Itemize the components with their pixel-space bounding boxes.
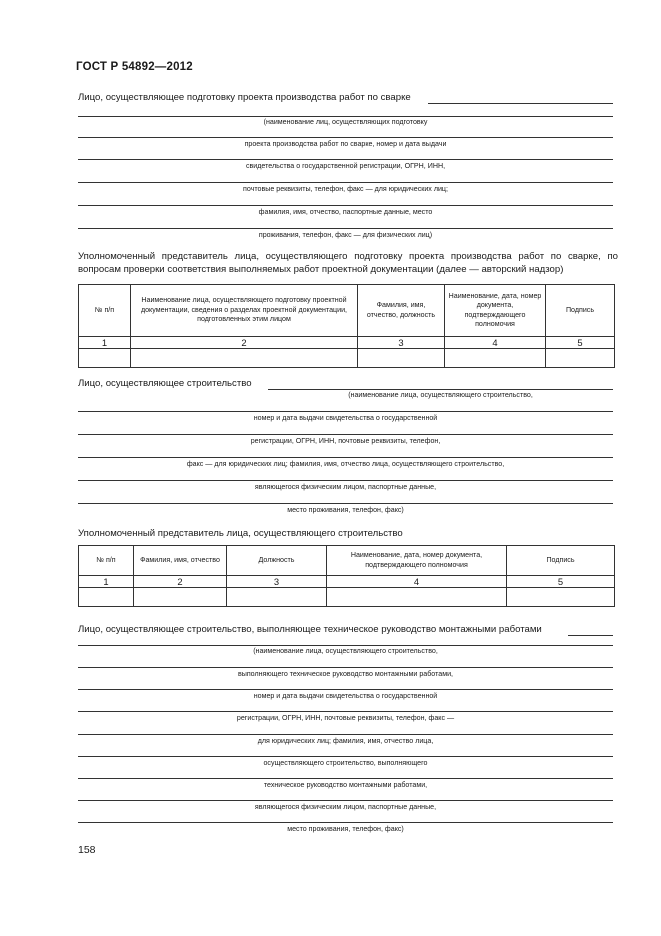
field-caption: фамилия, имя, отчество, паспортные данные, место [258, 208, 433, 216]
column-number: 3 [227, 576, 327, 588]
column-number: 1 [79, 576, 134, 588]
field-caption: являющегося физическим лицом, паспортные данные, [254, 803, 437, 811]
column-number: 4 [445, 337, 546, 349]
column-header-signature: Подпись [546, 285, 615, 337]
column-header-organization: Наименование лица, осуществляющего подготовку проектной документации, сведения о разделах проектной документации, подготовленных этим лицом [131, 285, 358, 337]
field-caption: (наименование лица, осуществляющего строительство, [348, 391, 533, 399]
column-header-full-name: Фамилия, имя, отчество, должность [358, 285, 445, 337]
fill-line[interactable] [78, 800, 613, 801]
fill-line[interactable] [78, 137, 613, 138]
column-number: 5 [546, 337, 615, 349]
fill-line[interactable] [78, 159, 613, 160]
welding-project-preparer-field[interactable] [428, 103, 613, 104]
table-cell[interactable] [131, 349, 358, 368]
document-header: ГОСТ Р 54892—2012 [76, 61, 193, 73]
column-number: 1 [79, 337, 131, 349]
author-supervision-paragraph: Уполномоченный представитель лица, осуществляющего подготовку проекта производства работ по сварке, по вопросам проверки соответствия выполняемых работ проектной документации (далее — авторский надзор) [78, 251, 618, 275]
fill-line[interactable] [78, 205, 613, 206]
field-caption: для юридических лиц; фамилия, имя, отчество лица, [257, 737, 434, 745]
field-caption: проживания, телефон, факс — для физических лиц) [258, 231, 433, 239]
field-caption: факс — для юридических лиц; фамилия, имя, отчество лица, осуществляющего строительство, [186, 460, 505, 468]
column-header-authority-document: Наименование, дата, номер документа, подтверждающего полномочия [327, 546, 507, 576]
table-header-row [79, 546, 615, 576]
field-caption: свидетельства о государственной регистрации, ОГРН, ИНН, [245, 162, 446, 170]
fill-line[interactable] [78, 822, 613, 823]
column-number: 3 [358, 337, 445, 349]
column-header-number: № п/п [79, 546, 134, 576]
fill-line[interactable] [78, 645, 613, 646]
author-supervision-table [78, 284, 615, 368]
column-number: 5 [507, 576, 615, 588]
column-header-signature: Подпись [507, 546, 615, 576]
table-cell[interactable] [227, 588, 327, 607]
table-row [79, 349, 615, 368]
table-cell[interactable] [327, 588, 507, 607]
column-header-authority-document: Наименование, дата, номер документа, подтверждающего полномочия [445, 285, 546, 337]
field-caption: выполняющего техническое руководство монтажными работами, [237, 670, 454, 678]
column-number: 4 [327, 576, 507, 588]
builder-representative-table [78, 545, 615, 607]
fill-line[interactable] [78, 689, 613, 690]
table-cell[interactable] [507, 588, 615, 607]
table-cell[interactable] [358, 349, 445, 368]
field-caption: номер и дата выдачи свидетельства о государственной [253, 692, 438, 700]
fill-line[interactable] [78, 457, 613, 458]
column-number: 2 [134, 576, 227, 588]
fill-line[interactable] [78, 734, 613, 735]
table-cell[interactable] [79, 588, 134, 607]
technical-supervisor-label: Лицо, осуществляющее строительство, выполняющее техническое руководство монтажными работами [78, 624, 542, 635]
field-caption: регистрации, ОГРН, ИНН, почтовые реквизиты, телефон, факс — [236, 714, 455, 722]
fill-line[interactable] [78, 756, 613, 757]
column-number: 2 [131, 337, 358, 349]
field-caption: номер и дата выдачи свидетельства о государственной [253, 414, 438, 422]
technical-supervisor-field[interactable] [568, 635, 613, 636]
field-caption: (наименование лиц, осуществляющих подготовку [263, 118, 428, 126]
builder-representative-title: Уполномоченный представитель лица, осуществляющего строительство [78, 528, 403, 539]
column-number-row [79, 576, 615, 588]
fill-line[interactable] [78, 434, 613, 435]
fill-line[interactable] [78, 711, 613, 712]
table-cell[interactable] [445, 349, 546, 368]
field-caption: регистрации, ОГРН, ИНН, почтовые реквизиты, телефон, [250, 437, 441, 445]
field-caption: проекта производства работ по сварке, номер и дата выдачи [244, 140, 447, 148]
column-header-number: № п/п [79, 285, 131, 337]
fill-line[interactable] [78, 480, 613, 481]
welding-project-preparer-label: Лицо, осуществляющее подготовку проекта производства работ по сварке [78, 92, 411, 103]
page-number: 158 [78, 844, 96, 856]
fill-line[interactable] [78, 116, 613, 117]
fill-line[interactable] [78, 411, 613, 412]
column-header-position: Должность [227, 546, 327, 576]
field-caption: являющегося физическим лицом, паспортные данные, [254, 483, 437, 491]
fill-line[interactable] [78, 778, 613, 779]
fill-line[interactable] [78, 228, 613, 229]
fill-line[interactable] [78, 667, 613, 668]
table-cell[interactable] [134, 588, 227, 607]
column-header-full-name: Фамилия, имя, отчество [134, 546, 227, 576]
field-caption: место проживания, телефон, факс) [287, 506, 404, 514]
field-caption: (наименование лица, осуществляющего строительство, [253, 647, 438, 655]
table-header-row [79, 285, 615, 337]
table-cell[interactable] [546, 349, 615, 368]
table-row [79, 588, 615, 607]
field-caption: место проживания, телефон, факс) [287, 825, 404, 833]
field-caption: почтовые реквизиты, телефон, факс — для юридических лиц; [243, 185, 448, 193]
fill-line[interactable] [78, 503, 613, 504]
field-caption: осуществляющего строительство, выполняющего [263, 759, 428, 767]
builder-label: Лицо, осуществляющее строительство [78, 378, 252, 389]
field-caption: техническое руководство монтажными работами, [263, 781, 428, 789]
column-number-row [79, 337, 615, 349]
table-cell[interactable] [79, 349, 131, 368]
fill-line[interactable] [78, 182, 613, 183]
builder-field[interactable] [268, 389, 613, 390]
